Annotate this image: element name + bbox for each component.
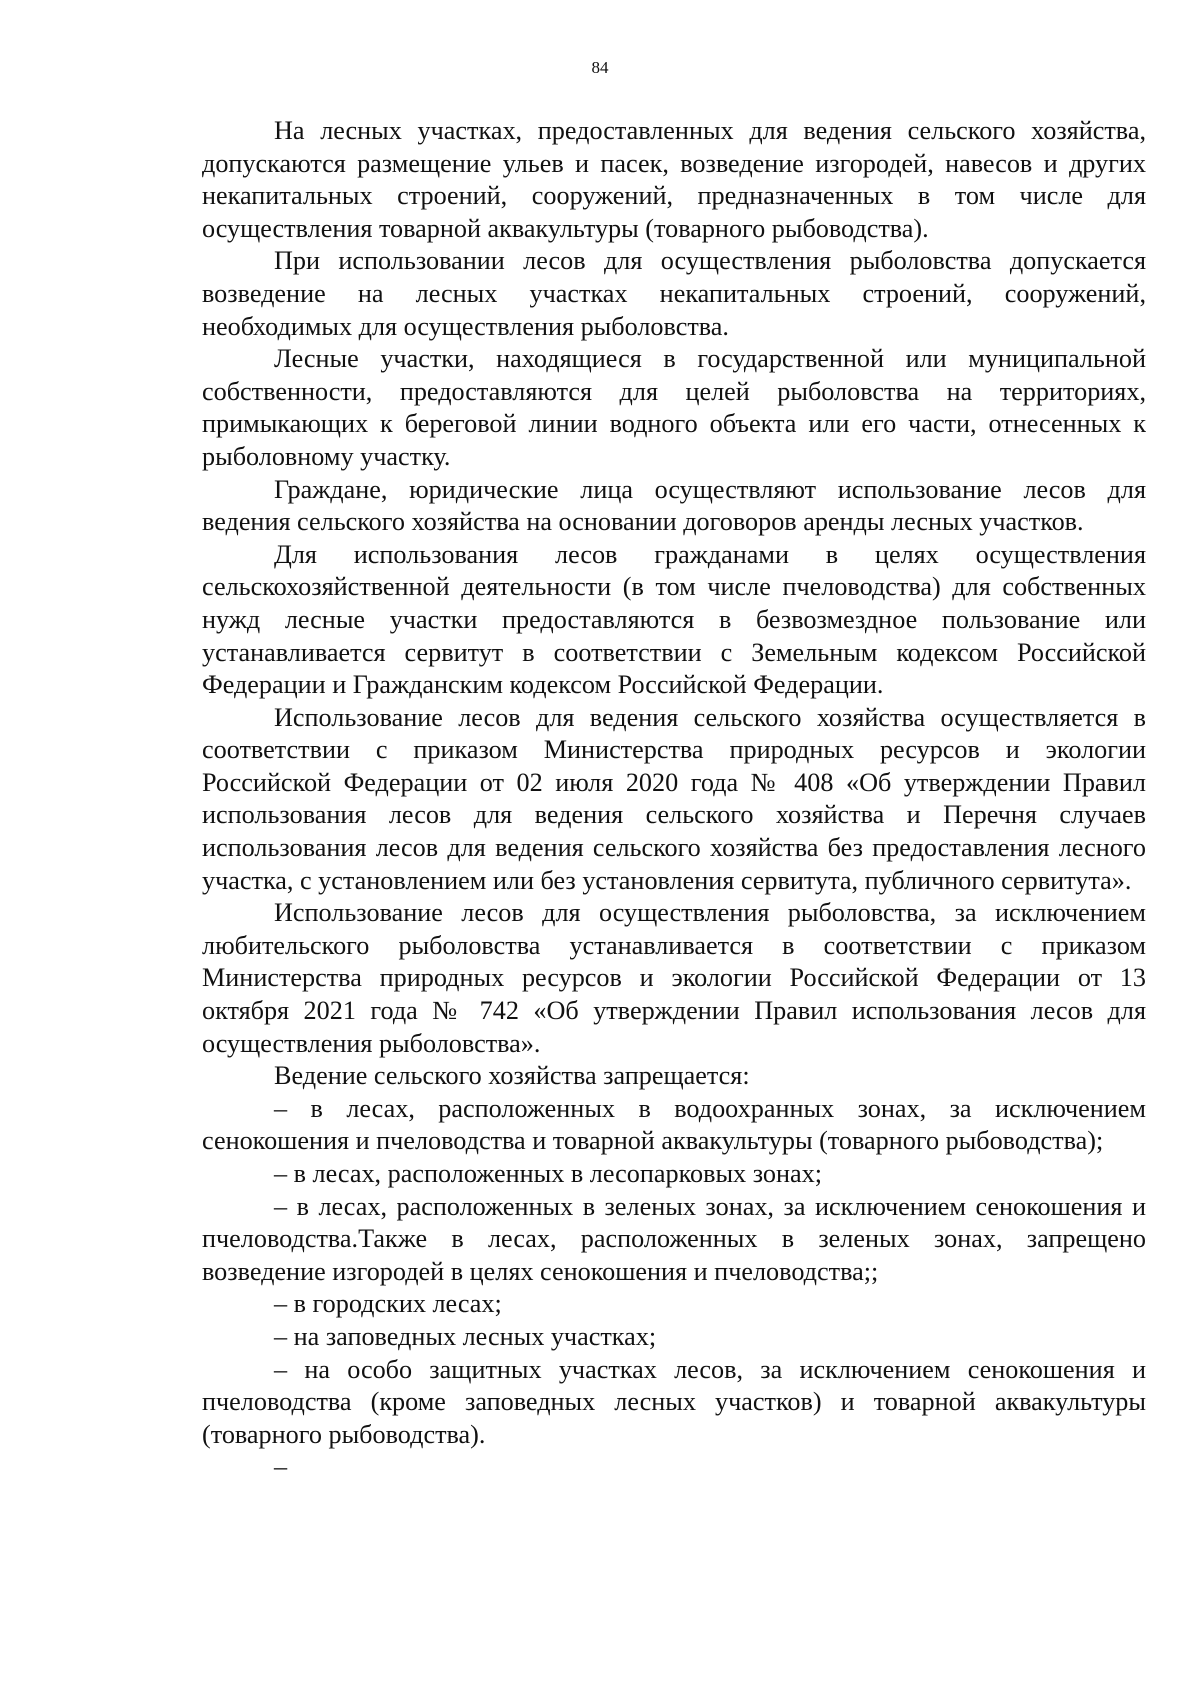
list-item-reserved-plots: – на заповедных лесных участках; bbox=[274, 1321, 657, 1351]
list-item-water-protection-zones: – в лесах, расположенных в водоохранных зонах, за исключением сенокошения и пчеловодства и товарной аквакультуры (товарного рыбоводства); bbox=[202, 1093, 1146, 1156]
paragraph-prohibition-heading: Ведение сельского хозяйства запрещается: bbox=[274, 1061, 750, 1091]
list-item-green-zones: – в лесах, расположенных в зеленых зонах, за исключением сенокошения и пчеловодства.Также в лесах, расположенных в зеленых зонах, запрещено возведение изгородей в целях сенокошения и пчеловодства;; bbox=[202, 1191, 1146, 1286]
paragraph-lease-agreements: Граждане, юридические лица осуществляют использование лесов для ведения сельского хозяйства на основании договоров аренды лесных участков. bbox=[202, 474, 1146, 537]
paragraph-citizens-use: Для использования лесов гражданами в целях осуществления сельскохозяйственной деятельности (в том числе пчеловодства) для собственных нужд лесные участки предоставляются в безвозмездное пользование или устанавливается сервитут в соответствии с Земельным кодексом Российской Федерации и Гражданским кодексом Российской Федерации. bbox=[202, 539, 1146, 700]
list-item-empty-dash: – bbox=[274, 1452, 288, 1482]
paragraph-order-408: Использование лесов для ведения сельского хозяйства осуществляется в соответствии с приказом Министерства природных ресурсов и экологии Российской Федерации от 02 июля 2020 года № 408 «Об утверждении Правил использования лесов для ведения сельского хозяйства и Перечня случаев использования лесов для ведения сельского хозяйства без предоставления лесного участка, с установлением или без установления сервитута, публичного сервитута». bbox=[202, 702, 1146, 895]
list-item-forest-park-zones: – в лесах, расположенных в лесопарковых зонах; bbox=[274, 1159, 822, 1188]
paragraph-order-742: Использование лесов для осуществления рыболовства, за исключением любительского рыболовства устанавливается в соответствии с приказом Министерства природных ресурсов и экологии Российской Федерации от 13 октября 2021 года № 742 «Об утверждении Правил использования лесов для осуществления рыболовства». bbox=[202, 898, 1146, 1058]
document-body bbox=[202, 115, 1146, 1484]
paragraph-agriculture-structures: На лесных участках, предоставленных для ведения сельского хозяйства, допускаются размещение ульев и пасек, возведение изгородей, навесов и других некапитальных строений, сооружений, предназначенных в том числе для осуществления товарной аквакультуры (товарного рыбоводства). bbox=[202, 116, 1146, 243]
paragraph-fishing-plots: Лесные участки, находящиеся в государственной или муниципальной собственности, предоставляются для целей рыболовства на территориях, примыкающих к береговой линии водного объекта или его части, отнесенных к рыболовному участку. bbox=[202, 344, 1146, 471]
list-item-urban-forests: – в городских лесах; bbox=[274, 1289, 502, 1319]
page-number: 84 bbox=[591, 58, 609, 77]
list-item-protected-areas: – на особо защитных участках лесов, за исключением сенокошения и пчеловодства (кроме заповедных лесных участков) и товарной аквакультуры (товарного рыбоводства). bbox=[202, 1354, 1146, 1449]
paragraph-fishing-structures: При использовании лесов для осуществления рыболовства допускается возведение на лесных участках некапитальных строений, сооружений, необходимых для осуществления рыболовства. bbox=[202, 246, 1146, 341]
